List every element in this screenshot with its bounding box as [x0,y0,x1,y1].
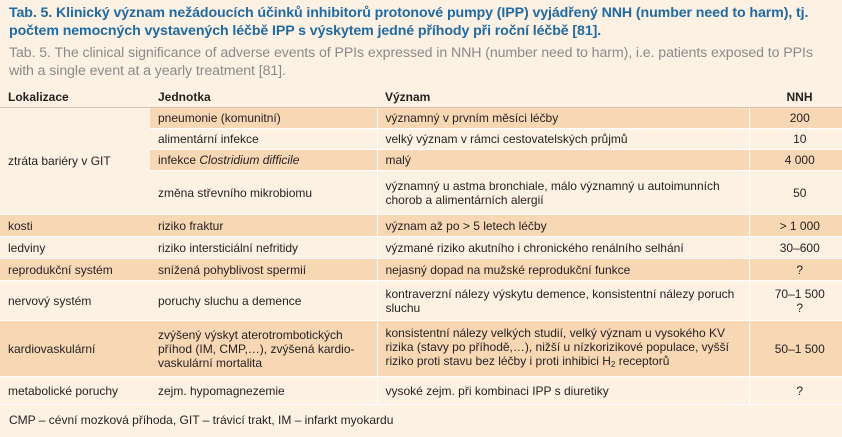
table-row [0,377,842,405]
cell-unit: změna střevního mikrobiomu [150,171,377,215]
cell-meaning: velký význam v rámci cestovatelských průjmů [377,129,749,150]
cell-nnh: 10 [749,129,842,150]
cell-nnh: 4 000 [749,150,842,171]
header-nnh: NNH [749,87,842,108]
table-row [0,281,842,321]
cell-meaning: malý [377,150,749,171]
cell-nnh: 50 [749,171,842,215]
table-header-row [0,87,842,108]
table-title-english: Tab. 5. The clinical significance of adverse events of PPIs expressed in NNH (number need to harm), i.e. patients exposed to PPIs with a single event at a yearly treatment [81]. [9,45,813,79]
cell-meaning: významný v prvním měsíci léčby [377,108,749,129]
cell-unit: alimentární infekce [150,129,377,150]
table-row [0,108,842,129]
cell-meaning: nejasný dopad na mužské reprodukční funkce [377,259,749,281]
cell-location-git: ztráta bariéry v GIT [0,108,150,215]
cell-nnh: 70–1 500 ? [749,281,842,321]
cell-nnh: 30–600 [749,237,842,259]
cell-nnh: 200 [749,108,842,129]
unit-prefix: infekce [158,153,200,167]
cell-meaning: vysoké zejm. při kombinaci IPP s diuretiky [377,377,749,405]
meaning-text-end: receptorů [615,353,670,368]
cell-location: reprodukční systém [0,259,150,281]
header-location: Lokalizace [0,87,150,108]
cell-unit: snížená pohyblivost spermií [150,259,377,281]
meaning-subscript: 2 [610,359,616,369]
cell-unit: riziko fraktur [150,215,377,237]
cell-unit: poruchy sluchu a demence [150,281,377,321]
cell-location: nervový systém [0,281,150,321]
cell-meaning [377,321,749,377]
header-meaning: Význam [377,87,749,108]
nnh-table [0,87,842,405]
unit-italic: Clostridium difficile [199,153,300,167]
cell-unit: zejm. hypomagnezemie [150,377,377,405]
cell-nnh: > 1 000 [749,215,842,237]
cell-nnh: 50–1 500 [749,321,842,377]
cell-unit: zvýšený výskyt aterotrombotických příhod (IM, CMP,…), zvýšená kardiovaskulární mortalita [150,321,377,377]
table-footnote: CMP – cévní mozková příhoda, GIT – trávicí trakt, IM – infarkt myokardu [9,413,394,427]
cell-nnh: ? [749,377,842,405]
table-row [0,321,842,377]
table-title-czech: Tab. 5. Klinický význam nežádoucích účinků inhibitorů protonové pumpy (IPP) vyjádřený NNH (number need to harm), tj. počtem nemocných vystavených léčbě IPP s výskytem jedné příhody při roční léčbě [81]. [9,5,809,39]
table-row [0,259,842,281]
table-row [0,215,842,237]
cell-location: metabolické poruchy [0,377,150,405]
header-unit: Jednotka [150,87,377,108]
cell-meaning: významný u astma bronchiale, málo významný u autoimunních chorob a alimentárních alergií [377,171,749,215]
cell-unit: riziko intersticiální nefritidy [150,237,377,259]
cell-nnh: ? [749,259,842,281]
meaning-text: konsistentní nálezy velkých studií, velký význam u vysokého KV rizika (stavy po příhodě,…), nižší u nízkorizikové populace, vyšší riziko proti stavu bez léčby i proti inhibici H [385,325,729,368]
cell-meaning: kontraverzní nálezy výskytu demence, konsistentní nálezy poruch sluchu [377,281,749,321]
cell-location: ledviny [0,237,150,259]
table-row [0,237,842,259]
cell-location: kardiovaskulární [0,321,150,377]
cell-location: kosti [0,215,150,237]
cell-unit: pneumonie (komunitní) [150,108,377,129]
cell-meaning: význam až po > 5 letech léčby [377,215,749,237]
cell-unit [150,150,377,171]
cell-meaning: výzmané riziko akutního i chronického renálního selhání [377,237,749,259]
